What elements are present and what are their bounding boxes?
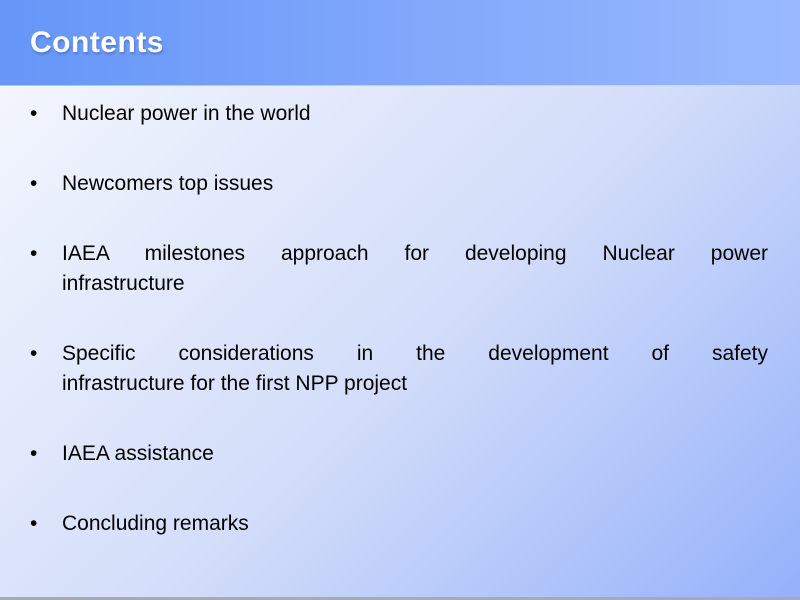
bullet-icon: • [30,442,38,465]
bullet-text [62,509,768,539]
bullet-text [62,239,768,299]
list-item [30,439,768,469]
bullet-icon: • [30,342,38,365]
list-item [30,99,768,129]
slide-header [0,0,800,86]
list-item [30,239,768,299]
list-item [30,339,768,399]
bullet-line: Specific considerations in the development of safety [62,342,768,365]
bullet-line: IAEA assistance [62,442,214,465]
bullet-icon: • [30,512,38,535]
bullet-icon: • [30,242,38,265]
bullet-list [0,87,800,539]
bullet-text [62,439,768,469]
bullet-text [62,99,768,129]
bullet-line: infrastructure for the first NPP project [62,372,408,395]
bullet-icon: • [30,172,38,195]
bullet-text [62,169,768,199]
bullet-text [62,339,768,399]
bullet-icon: • [30,102,38,125]
bullet-line: IAEA milestones approach for developing Nuclear power [62,242,768,265]
slide-title: Contents [30,25,164,59]
bullet-line: Newcomers top issues [62,172,274,195]
bullet-line: Concluding remarks [62,512,249,535]
slide-body [0,87,800,600]
bullet-line: Nuclear power in the world [62,102,311,125]
list-item [30,509,768,539]
list-item [30,169,768,199]
bullet-line: infrastructure [62,272,185,295]
